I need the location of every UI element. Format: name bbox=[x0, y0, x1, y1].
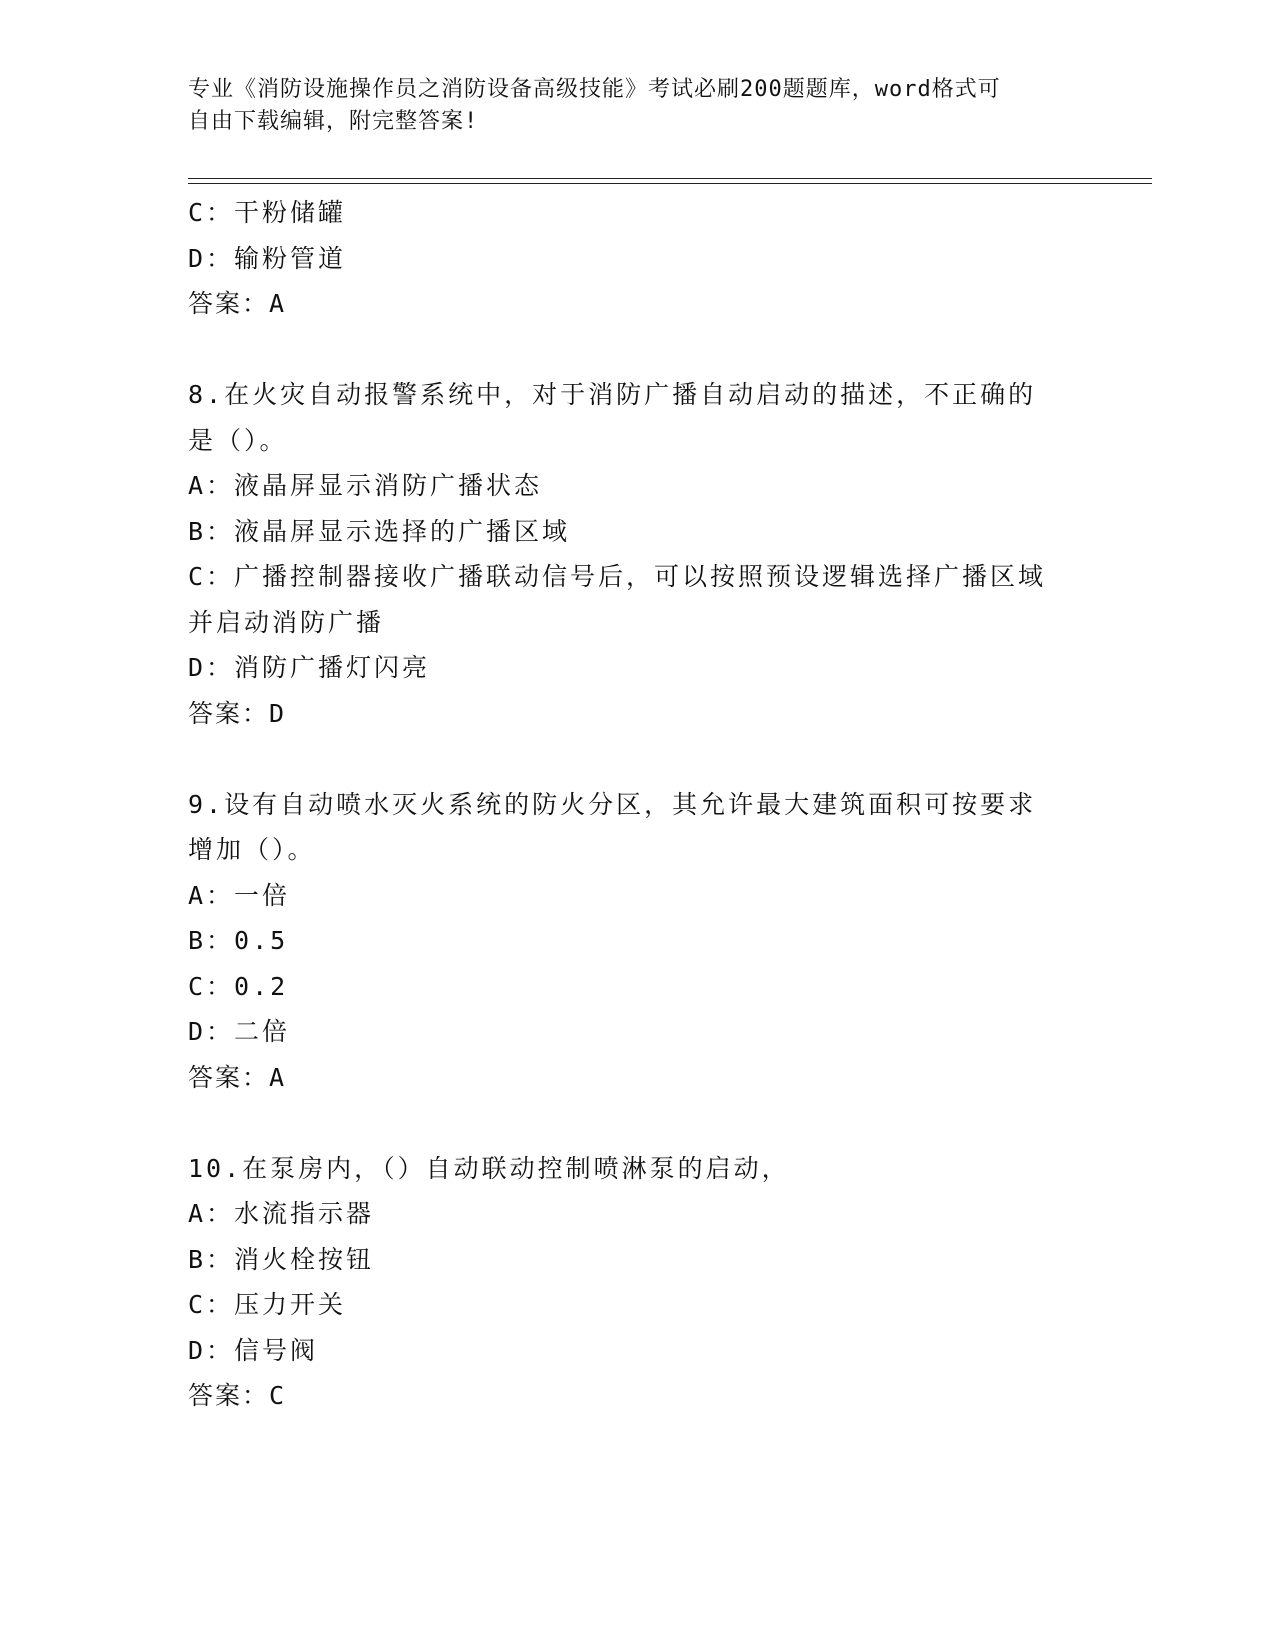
question-8 bbox=[188, 372, 1088, 736]
question-stem-line-2: 增加（）。 bbox=[188, 835, 316, 864]
option-b: B：0.5 bbox=[188, 926, 289, 955]
option-b: B：消火栓按钮 bbox=[188, 1244, 375, 1274]
option-c: C：压力开关 bbox=[188, 1290, 347, 1319]
option-c-line-2: 并启动消防广播 bbox=[188, 607, 385, 637]
header-title-line-2: 自由下载编辑，附完整答案! bbox=[188, 109, 479, 134]
option-a: A：液晶屏显示消防广播状态 bbox=[188, 471, 543, 500]
spacer bbox=[188, 327, 1088, 373]
option-d: D：信号阀 bbox=[188, 1335, 319, 1365]
answer-value: A bbox=[269, 289, 287, 318]
answer-label: 答案： bbox=[188, 1381, 270, 1410]
answer-value: A bbox=[269, 1062, 287, 1092]
answer-label: 答案： bbox=[188, 289, 270, 318]
option-d: D：消防广播灯闪亮 bbox=[188, 653, 431, 682]
question-9 bbox=[188, 782, 1088, 1101]
answer-value: D bbox=[269, 698, 287, 728]
option-a: A：水流指示器 bbox=[188, 1199, 375, 1228]
spacer bbox=[188, 1100, 1088, 1146]
spacer bbox=[188, 736, 1088, 782]
question-stem-line-1: 9.设有自动喷水灭火系统的防火分区，其允许最大建筑面积可按要求 bbox=[188, 789, 1037, 819]
answer-line bbox=[188, 281, 1088, 327]
answer-line bbox=[188, 1055, 1088, 1101]
question-list bbox=[188, 190, 1088, 1419]
option-a: A：一倍 bbox=[188, 880, 291, 910]
page-header bbox=[188, 74, 1088, 138]
answer-label: 答案： bbox=[188, 698, 270, 728]
question-7-tail bbox=[188, 190, 1088, 327]
header-title-line-1: 专业《消防设施操作员之消防设备高级技能》考试必刷200题题库，word格式可 bbox=[188, 77, 1001, 102]
answer-label: 答案： bbox=[188, 1062, 270, 1092]
option-c: C：干粉储罐 bbox=[188, 198, 347, 227]
option-b: B：液晶屏显示选择的广播区域 bbox=[188, 516, 571, 546]
answer-line bbox=[188, 691, 1088, 737]
question-10 bbox=[188, 1146, 1088, 1419]
question-stem-line-1: 10.在泵房内，（）自动联动控制喷淋泵的启动， bbox=[188, 1153, 790, 1183]
header-divider bbox=[188, 178, 1152, 184]
answer-value: C bbox=[269, 1381, 287, 1410]
option-c: C：0.2 bbox=[188, 971, 289, 1001]
option-d: D：输粉管道 bbox=[188, 243, 347, 273]
question-stem-line-2: 是（）。 bbox=[188, 425, 288, 455]
option-c-line-1: C：广播控制器接收广播联动信号后，可以按照预设逻辑选择广播区域 bbox=[188, 562, 1047, 591]
option-d: D：二倍 bbox=[188, 1017, 291, 1046]
answer-line bbox=[188, 1373, 1088, 1419]
question-stem-line-1: 8.在火灾自动报警系统中，对于消防广播自动启动的描述，不正确的 bbox=[188, 380, 1037, 409]
